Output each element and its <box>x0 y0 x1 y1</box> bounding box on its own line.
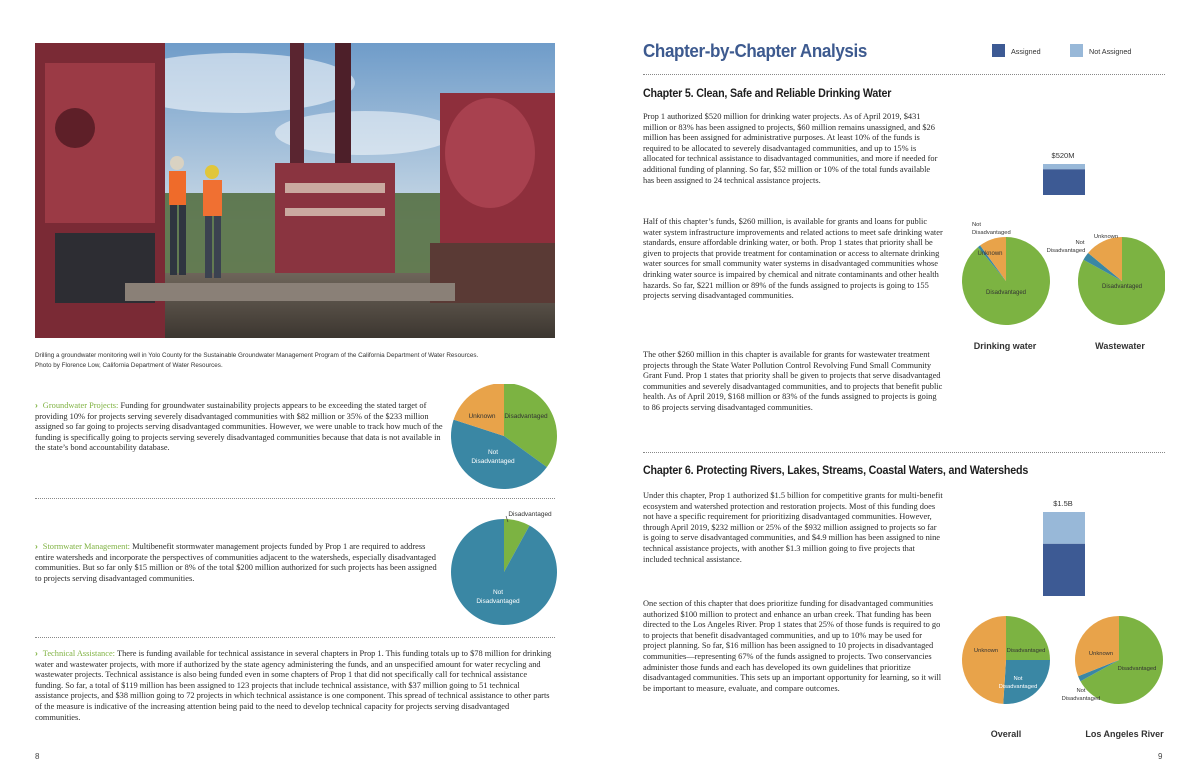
wastewater-pie-chart <box>1040 228 1165 330</box>
pie-slices <box>1075 616 1163 704</box>
chapter-6-heading: Chapter 6. Protecting Rivers, Lakes, Streams, Coastal Waters, and Watersheds <box>643 465 1029 477</box>
pie-label-not-disadvantaged-1: Not <box>492 589 504 596</box>
los-angeles-river-pie-chart <box>1055 612 1165 712</box>
chapter-6-paragraph-2: One section of this chapter that does prioritize funding for disadvantaged communities authorized $100 million to protect and enhance an urban creek. That funding has been directed to the Los Angeles River. Prop 1 states that 25% of those funds is required to go to projects that benefit disadvantaged communities, and up to 10% may be used for project planning. So far, $16 million has been assigned to 10 projects in disadvantaged communities—representing 67% of the funds assigned to projects. Two conservancies administer those funds and each has developed its own guidelines that prioritize disadvantaged communities. This sets up an important opportunity for learning, so it will be important to measure, evaluate, and compare outcomes. <box>643 599 942 693</box>
pie-label-disadvantaged: Disadvantaged <box>985 290 1027 296</box>
pie-slices <box>962 237 1050 325</box>
photo-caption-line-2: Photo by Florence Low, California Department of Water Resources. <box>35 362 223 369</box>
chapter-5-heading: Chapter 5. Clean, Safe and Reliable Drinking Water <box>643 88 892 100</box>
divider <box>643 74 1165 75</box>
chapter-6-bar-chart <box>1030 496 1100 600</box>
stormwater-paragraph <box>35 541 443 584</box>
bar-stack <box>1043 512 1085 596</box>
chapter-5-paragraph-2: Half of this chapter’s funds, $260 million, is available for grants and loans for public water system infrastructure improvements and related actions to meet safe drinking water standards, ensure affordable drinking water, or both. Prop 1 states that priority shall be given to projects that provide treatment for contamination or access to alternate drinking water sources for small community water systems in disadvantaged communities whose drinking water source is impaired by chemical and nitrate contaminants and other health hazards. So far, $221 million or 89% of the funds assigned to projects is going to 155 projects serving disadvantaged communities. <box>643 217 943 301</box>
pie-label-not-disadvantaged-2: Disadvantaged <box>1046 248 1086 254</box>
bar-total-label: $1.5B <box>1053 499 1073 508</box>
pie-label-disadvantaged: Disadvantaged <box>1117 666 1157 672</box>
legend-label-assigned: Assigned <box>1011 47 1041 56</box>
pie-label-disadvantaged: Disadvantaged <box>1006 648 1046 654</box>
legend-label-not-assigned: Not Assigned <box>1089 47 1132 56</box>
chapter-5-paragraph-1: Prop 1 authorized $520 million for drinking water projects. As of April 2019, $431 million or 83% has been assigned to projects, $60 million remains unassigned, and $26 million has been assigned for administrative purposes. At least 10% of the funds is required to be allocated to severely disadvantaged communities, and up to 15% is allocated for technical assistance to disadvantaged communities, and more if needed for additional funding of planning. So far, $52 million or 10% of the total funds available has been assigned to 24 technical assistance projects. <box>643 112 938 185</box>
pie-label-unknown: Unknown <box>973 648 999 654</box>
pie-label-not-disadvantaged-2: Disadvantaged <box>476 598 520 605</box>
pie-label-not-disadvantaged-1: Not <box>972 222 982 228</box>
pie-slices <box>451 384 557 489</box>
los-angeles-river-caption: Los Angeles River <box>1085 729 1164 739</box>
drilling-photo <box>35 43 555 338</box>
technical-lead: Technical Assistance: <box>42 649 116 658</box>
groundwater-paragraph <box>35 400 443 454</box>
divider <box>35 637 555 638</box>
bar-segment-assigned <box>1043 169 1085 195</box>
chapter-5-paragraph-3: The other $260 million in this chapter is available for grants for wastewater treatment projects through the State Water Pollution Control Revolving Fund Small Community Grant Fund. Prop 1 states that priority shall be given to projects that serve disadvantaged communities and severely disadvantaged communities, and to projects that benefit public health. As of April 2019, $168 million or 83% of the funds assigned to projects is going to 86 projects serving disadvantaged communities. <box>643 350 943 412</box>
pie-label-not-disadvantaged-2: Disadvantaged <box>998 684 1038 690</box>
stormwater-lead: Stormwater Management: <box>42 542 131 551</box>
photo-caption-line-1: Drilling a groundwater monitoring well in Yolo County for the Sustainable Groundwater Management Program of the California Department of Water Resources. <box>35 352 479 359</box>
pie-label-not-disadvantaged-2: Disadvantaged <box>471 458 515 465</box>
photo-caption <box>35 351 555 371</box>
stormwater-text: Multibenefit stormwater management projects funded by Prop 1 are required to address entire watersheds and incorporate the perspectives of communities adjacent to the watersheds, especially disadvantaged communities. But so far only $15 million or 8% of the total $200 million authorized for such projects has been assigned to projects serving disadvantaged communities. <box>35 542 437 583</box>
pie-label-not-disadvantaged-1: Not <box>1013 676 1023 682</box>
chapter-6-paragraph-1: Under this chapter, Prop 1 authorized $1.5 billion for competitive grants for multi-benefit ecosystem and watershed protection and restoration projects. Most of this funding does not have a specific requirement for prioritizing disadvantaged communities. However, through April 2019, $232 million or 25% of the $932 million assigned to projects so far is going to serve disadvantaged communities, and $4.9 million has been assigned to nine technical assistance projects, with another $1.3 million going to five projects that included technical assistance. <box>643 491 943 564</box>
chapter-5-bar-chart <box>1030 148 1100 200</box>
technical-paragraph <box>35 648 555 723</box>
divider <box>643 452 1165 453</box>
pie-label-not-disadvantaged-1: Not <box>1075 240 1085 246</box>
pie-label-disadvantaged: Disadvantaged <box>1101 284 1143 290</box>
page-number-right: 9 <box>1158 752 1163 761</box>
overall-caption: Overall <box>990 729 1022 739</box>
legend-swatch-assigned <box>992 44 1005 57</box>
pie-label-disadvantaged: Disadvantaged <box>504 413 548 420</box>
pie-slice-not-disadvantaged <box>451 519 557 625</box>
chevron-right-icon: › <box>35 648 38 658</box>
pie-slices <box>1078 237 1165 325</box>
bar-segment-not-assigned <box>1043 512 1085 544</box>
pie-label-disadvantaged: Disadvantaged <box>508 511 552 518</box>
page-title: Chapter-by-Chapter Analysis <box>643 40 867 61</box>
pie-label-unknown: Unknown <box>468 413 496 420</box>
pie-slice-unknown <box>962 616 1006 704</box>
legend-swatch-not-assigned <box>1070 44 1083 57</box>
groundwater-pie-chart <box>450 384 560 492</box>
pie-slices <box>962 616 1050 704</box>
drinking-water-caption: Drinking water <box>973 341 1037 351</box>
bar-segment-assigned <box>1043 544 1085 596</box>
pie-label-unknown: Unknown <box>1093 234 1119 240</box>
wastewater-caption: Wastewater <box>1095 341 1145 351</box>
pie-label-not-disadvantaged-2: Disadvantaged <box>972 230 1011 236</box>
bar-stack <box>1043 164 1085 195</box>
bar-segment-not-assigned <box>1043 164 1085 169</box>
pie-label-not-disadvantaged-1: Not <box>1076 688 1086 694</box>
groundwater-text: Funding for groundwater sustainability projects appears to be exceeding the stated target of providing 10% for projects serving severely disadvantaged communities with $82 million or 35% of the $233 million assigned so far going to projects serving disadvantaged communities. However, we were unable to track how much of the funding is specifically going to projects serving severely disadvantaged communities because that data is not available in the state’s bond accountability database. <box>35 401 443 453</box>
overall-pie-chart <box>960 612 1055 712</box>
chevron-right-icon: › <box>35 541 38 551</box>
pie-slices <box>451 519 557 625</box>
pie-label-unknown: Unknown <box>1088 651 1114 657</box>
stormwater-pie-chart <box>450 506 560 631</box>
divider <box>35 498 555 499</box>
pie-label-unknown: Unknown <box>977 251 1003 257</box>
groundwater-lead: Groundwater Projects: <box>42 401 119 410</box>
chevron-right-icon: › <box>35 400 38 410</box>
pie-label-not-disadvantaged-2: Disadvantaged <box>1061 696 1101 702</box>
pie-label-not-disadvantaged-1: Not <box>487 449 499 456</box>
technical-text: There is funding available for technical assistance in several chapters in Prop 1. This funding totals up to $78 million for drinking water and wastewater projects, with more if authorized by the state agency administering the funds, and an unspecified amount for water recycling and wastewater projects. Technical assistance is also being funded even in some chapters of Prop 1 that did not specifically call for technical assistance funding. So far, a total of $119 million has been assigned to 123 projects that include technical assistance, with $37 million going to 51 technical assistance projects, and $38 million going to 72 projects in which technical assistance is one component. This spread of technical assistance to other parts of the measure is indicative of the increasing attention being paid to the need to develop technical capacity for projects serving disadvantaged communities. <box>35 649 552 722</box>
pie-slice-not-disadvantaged <box>1003 660 1050 704</box>
page-number-left: 8 <box>35 752 40 761</box>
bar-total-label: $520M <box>1051 151 1075 160</box>
